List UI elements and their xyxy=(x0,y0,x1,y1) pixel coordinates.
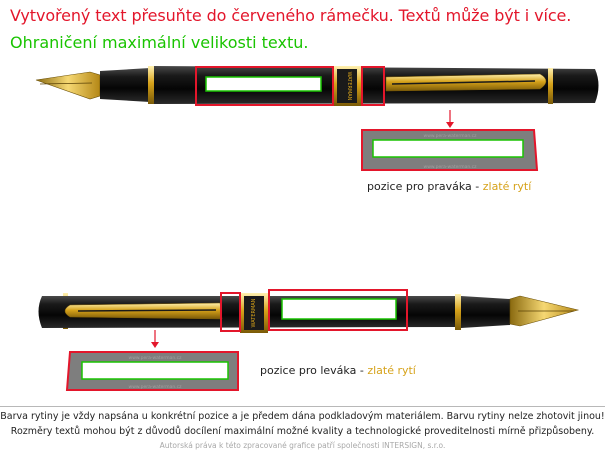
watermark-text: www.pera-waterman.cz xyxy=(423,134,477,139)
footer-note-color: Barva rytiny je vždy napsána u konkrétní pozice a je předem dána podkladovým materiálem. Barvu rytiny nelze zhotovit jinou! xyxy=(0,411,605,422)
pen-grip xyxy=(100,68,150,102)
pen-nib xyxy=(36,72,100,99)
brand-text: WATERMAN xyxy=(251,298,257,328)
watermark-text: www.pera-waterman.cz xyxy=(423,165,477,170)
caption-right-handed xyxy=(367,180,531,193)
caption-left-handed xyxy=(260,364,416,377)
caption-right-handed-engraving: zlaté rytí xyxy=(482,180,532,193)
arrow-down-icon xyxy=(446,122,454,128)
caption-right-handed-text: pozice pro praváka - xyxy=(367,180,483,193)
watermark-text: www.pera-waterman.cz xyxy=(128,385,182,390)
footer-note-size: Rozměry textů mohou být z důvodů docílení maximální možné kvality a technologické proveditelnosti mírně přizpůsobeny. xyxy=(10,426,595,437)
footer-copyright: Autorská práva k této zpracované grafice patří společnosti INTERSIGN, s.r.o. xyxy=(159,441,446,450)
footer-divider xyxy=(0,406,605,407)
instruction-title: Vytvořený text přesuňte do červeného rámečku. Textů může být i více. xyxy=(10,6,572,25)
max-text-area-barrel xyxy=(282,299,396,319)
caption-left-handed-engraving: zlaté rytí xyxy=(367,364,416,377)
pen-right-handed xyxy=(36,66,599,170)
pen-grip xyxy=(461,296,510,328)
max-text-area-clip xyxy=(82,362,228,379)
arrow-down-icon xyxy=(151,342,159,348)
instruction-subtitle: Ohraničení maximální velikosti textu. xyxy=(10,33,309,52)
max-text-area-barrel xyxy=(206,77,321,91)
watermark-text: www.pera-waterman.cz xyxy=(128,356,182,361)
caption-left-handed-text: pozice pro leváka - xyxy=(260,364,368,377)
brand-text: WATERMAN xyxy=(346,71,352,101)
max-text-area-clip xyxy=(373,140,523,157)
